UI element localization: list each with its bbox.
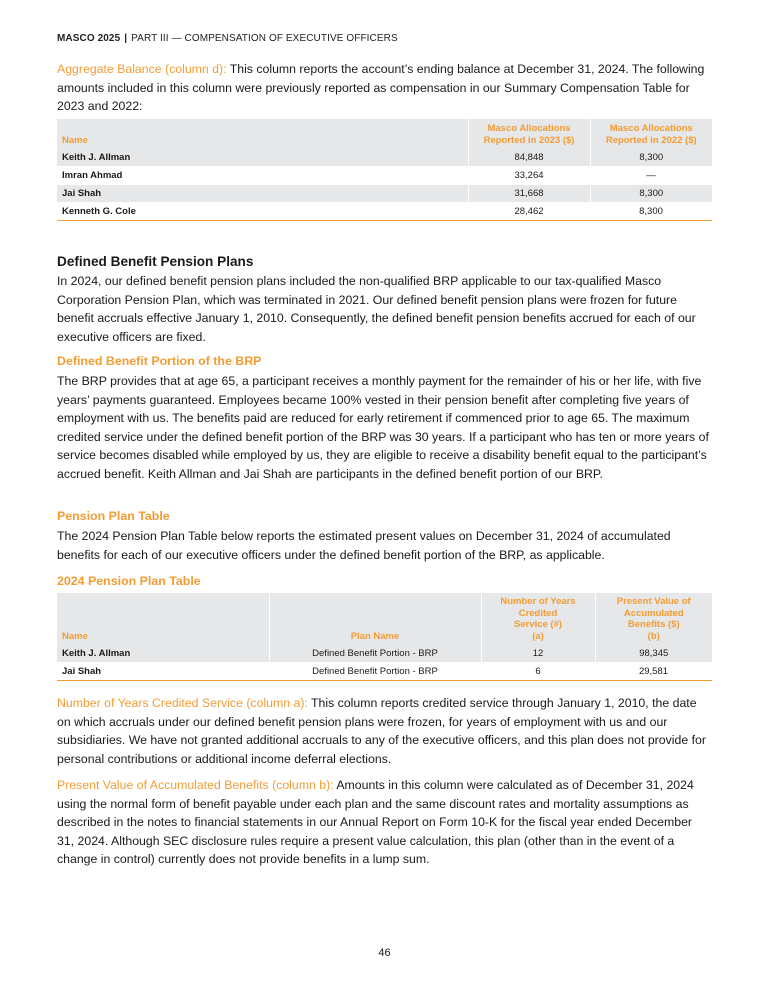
page-number: 46 — [378, 947, 391, 959]
row-value-2022: — — [590, 167, 712, 185]
defined-benefit-section — [57, 253, 712, 346]
table-title: 2024 Pension Plan Table — [57, 574, 201, 588]
table-row — [57, 663, 712, 681]
header-line: Number of Years — [500, 596, 576, 607]
row-years: 12 — [481, 645, 595, 663]
allocation-table — [57, 119, 712, 221]
section-name: PART III — COMPENSATION OF EXECUTIVE OFFICERS — [131, 33, 398, 44]
row-value-2023: 84,848 — [468, 149, 590, 167]
pension-plan-table-section — [57, 507, 712, 564]
col-header-years — [481, 593, 595, 645]
row-plan: Defined Benefit Portion - BRP — [269, 645, 481, 663]
header-line: (b) — [647, 630, 660, 642]
running-header — [57, 33, 398, 44]
subsection-paragraph: The 2024 Pension Plan Table below reports the estimated present values on December 31, 2024 of accumulated benefits for each of our executive officers under the defined benefit portion of the BRP, as applicable. — [57, 529, 671, 562]
aggregate-text: This column reports the account’s ending balance at December 31, 2024. The following amounts included in this column were previously reported as compensation in our Summary Compensation Table for 2023 and 2022: — [57, 62, 705, 113]
col-header-2022: Masco Allocations Reported in 2022 ($) — [590, 119, 712, 149]
row-name: Jai Shah — [57, 185, 468, 203]
table-row — [57, 203, 712, 221]
row-name: Keith J. Allman — [57, 645, 269, 663]
row-years: 6 — [481, 663, 595, 681]
aggregate-balance-note — [57, 60, 712, 116]
note-text: Amounts in this column were calculated as of December 31, 2024 using the normal form of benefit payable under each plan and the same discount rates and mortality assumptions as described in the notes to financial statements in our Annual Report on Form 10-K for the fiscal year ended December 31, 2024. Although SEC disclosure rules require a present value calculation, this plan (other than in the event of a change in control) currently does not provide benefits in a lump sum. — [57, 778, 694, 866]
col-header-2023: Masco Allocations Reported in 2023 ($) — [468, 119, 590, 149]
company-name: MASCO 2025 — [57, 33, 121, 44]
row-value-2023: 31,668 — [468, 185, 590, 203]
col-header-name: Name — [57, 119, 468, 149]
header-line: (a) — [532, 630, 544, 642]
allocation-table-wrap — [57, 119, 712, 221]
table-row — [57, 185, 712, 203]
row-value-2023: 28,462 — [468, 203, 590, 221]
table-row — [57, 645, 712, 663]
note-text: This column reports credited service through January 1, 2010, the date on which accruals under our defined benefit pension plans were frozen, for years of employment with us and our subsidiaries. We have not granted additional accruals to any of the executive officers, and this plan does not provide for personal contributions or additional income deferral elections. — [57, 696, 706, 766]
header-line: Credited — [518, 607, 558, 619]
pension-table — [57, 593, 712, 681]
row-value-2022: 8,300 — [590, 203, 712, 221]
pension-table-wrap — [57, 593, 712, 681]
row-present-value: 98,345 — [595, 645, 712, 663]
section-heading: Defined Benefit Pension Plans — [57, 254, 254, 269]
row-value-2023: 33,264 — [468, 167, 590, 185]
col-header-plan: Plan Name — [269, 593, 481, 645]
header-divider: | — [124, 33, 128, 44]
row-name: Imran Ahmad — [57, 167, 468, 185]
row-name: Jai Shah — [57, 663, 269, 681]
row-name: Kenneth G. Cole — [57, 203, 468, 221]
present-value-note — [57, 776, 712, 869]
subsection-heading: Pension Plan Table — [57, 509, 170, 523]
brp-section — [57, 352, 712, 483]
header-line: Present Value of — [616, 596, 691, 607]
table-row — [57, 167, 712, 185]
row-value-2022: 8,300 — [590, 149, 712, 167]
col-header-name: Name — [57, 593, 269, 645]
years-credited-note — [57, 694, 712, 768]
aggregate-label: Aggregate Balance (column d): — [57, 62, 227, 76]
subsection-heading: Defined Benefit Portion of the BRP — [57, 354, 262, 368]
note-label: Number of Years Credited Service (column a): — [57, 696, 308, 710]
header-line: Service (#) — [513, 619, 563, 630]
row-present-value: 29,581 — [595, 663, 712, 681]
header-line: Benefits ($) — [627, 619, 680, 630]
row-name: Keith J. Allman — [57, 149, 468, 167]
note-label: Present Value of Accumulated Benefits (column b): — [57, 778, 334, 792]
row-plan: Defined Benefit Portion - BRP — [269, 663, 481, 681]
section-paragraph: In 2024, our defined benefit pension plans included the non-qualified BRP applicable to our tax-qualified Masco Corporation Pension Plan, which was terminated in 2021. Our defined benefit pension plans were frozen for future benefit accruals effective January 1, 2010. Consequently, the defined benefit pension benefits accrued for each of our executive officers are fixed. — [57, 274, 696, 344]
subsection-paragraph: The BRP provides that at age 65, a participant receives a monthly payment for the remainder of his or her life, with five years’ payments guaranteed. Employees became 100% vested in their pension benefit after completing five years of employment with us. The benefits paid are reduced for early retirement if commenced prior to age 65. The maximum credited service under the defined benefit portion of the BRP was 30 years. If a participant who has ten or more years of service becomes disabled while employed by us, they are eligible to receive a disability benefit equal to the participant’s accrued benefit. Keith Allman and Jai Shah are participants in the defined benefit portion of our BRP. — [57, 374, 709, 481]
col-header-present-value — [595, 593, 712, 645]
pension-table-title-block — [57, 572, 712, 590]
table-row — [57, 149, 712, 167]
header-line: Accumulated — [623, 607, 684, 619]
row-value-2022: 8,300 — [590, 185, 712, 203]
